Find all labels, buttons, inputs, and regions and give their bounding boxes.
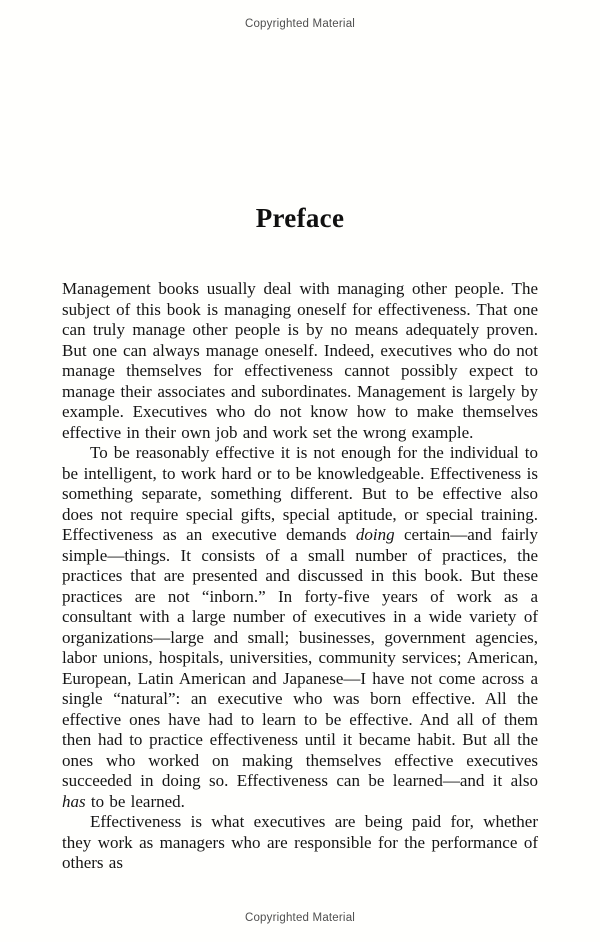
text-run: Effectiveness is what executives are being paid for, whether they work as managers who are responsible for the performance of others as	[62, 812, 538, 872]
text-run: certain—and fairly simple—things. It consists of a small number of practices, the practices that are presented and discussed in this book. But these practices are not “inborn.” In forty-five years of work as a consultant with a large number of executives in a wide variety of organizations—large and small; businesses, government agencies, labor unions, hospitals, universities, community services; American, European, Latin American and Japanese—I have not come across a single “natural”: an executive who was born effective. All the effective ones have had to learn to be effective. And all of them then had to practice effectiveness until it became habit. But all the ones who worked on making themselves effective executives succeeded in doing so. Effectiveness can be learned—and it also	[62, 525, 538, 790]
italic-text: has	[62, 791, 86, 811]
text-run: To be reasonably effective it is not enough for the individual to be intelligent, to work hard or to be knowledgeable. Effectiveness is something separate, something different. But to be effective also does not require special gifts, special aptitude, or special training. Effectiveness as an executive demands	[62, 443, 538, 544]
text-run: Management books usually deal with managing other people. The subject of this book is managing oneself for effectiveness. That one can truly manage other people is by no means adequately proven. But one can always manage oneself. Indeed, executives who do not manage themselves for effectiveness cannot possibly expect to manage their associates and subordinates. Management is largely by example. Executives who do not know how to make themselves effective in their own job and work set the wrong example.	[62, 279, 538, 442]
copyright-notice-bottom: Copyrighted Material	[244, 912, 356, 924]
paragraph	[62, 812, 538, 874]
copyright-notice-top: Copyrighted Material	[244, 18, 356, 30]
italic-text: doing	[355, 525, 395, 544]
text-run: to be learned.	[85, 791, 185, 811]
paragraph	[62, 443, 538, 812]
paragraph	[62, 279, 538, 443]
chapter-title: Preface	[255, 203, 345, 233]
body-text	[62, 279, 538, 874]
